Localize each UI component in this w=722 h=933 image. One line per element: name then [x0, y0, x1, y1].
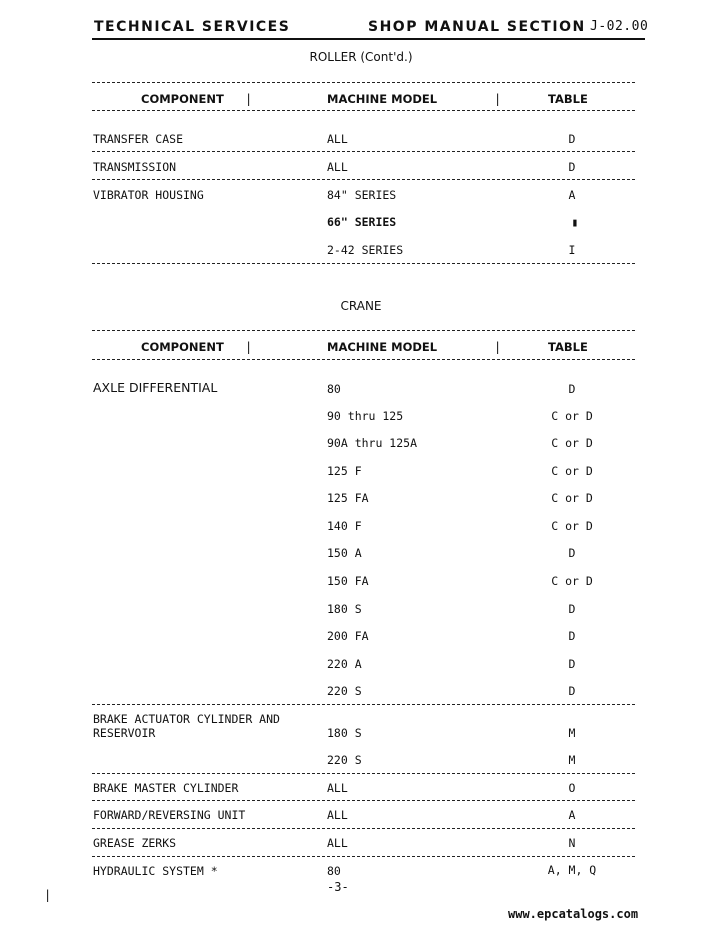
crane-row-component: HYDRAULIC SYSTEM * [93, 864, 218, 878]
crane-row-table: D [568, 629, 576, 643]
roller-row-component: VIBRATOR HOUSING [93, 188, 204, 202]
divider [92, 263, 635, 264]
crane-row-table: D [568, 382, 576, 396]
divider [92, 82, 635, 83]
divider [92, 330, 635, 331]
roller-row-model: ALL [327, 132, 348, 146]
crane-row-model: 80 [327, 382, 341, 396]
crane-row-table: A, M, Q [547, 863, 597, 877]
crane-row-component: RESERVOIR [93, 726, 156, 740]
crane-row-table: C or D [551, 464, 593, 478]
header-right: J-02.00 [590, 19, 649, 34]
crane-row-component: AXLE DIFFERENTIAL [93, 380, 218, 395]
crane-row-table: A [568, 808, 576, 822]
col-separator: | [245, 340, 253, 354]
col-header-model: MACHINE MODEL [327, 340, 438, 354]
crane-row-model: 90A thru 125A [327, 436, 418, 450]
divider [92, 110, 635, 111]
crane-row-model: 200 FA [327, 629, 369, 643]
header-left: TECHNICAL SERVICES [94, 19, 291, 35]
divider [92, 359, 635, 360]
divider [92, 773, 635, 774]
crane-row-table: D [568, 546, 576, 560]
roller-row-table: A [568, 188, 576, 202]
col-header-table: TABLE [548, 92, 588, 106]
crane-row-component: FORWARD/REVERSING UNIT [93, 808, 246, 822]
crane-row-model: 220 A [327, 657, 362, 671]
crane-row-table: D [568, 602, 576, 616]
header-rule [92, 38, 645, 40]
roller-row-model: 2-42 SERIES [327, 243, 404, 257]
col-header-table: TABLE [548, 340, 588, 354]
crane-row-table: C or D [551, 409, 593, 423]
crane-row-model: 90 thru 125 [327, 409, 404, 423]
roller-row-model: 66" SERIES [327, 215, 397, 229]
col-separator: | [494, 340, 502, 354]
header-center: SHOP MANUAL SECTION [368, 19, 586, 35]
roller-row-model: 84" SERIES [327, 188, 397, 202]
roller-row-component: TRANSMISSION [93, 160, 177, 174]
crane-row-table: N [568, 836, 576, 850]
crane-row-model: 180 S [327, 602, 362, 616]
crane-row-model: ALL [327, 836, 348, 850]
crane-row-component: BRAKE ACTUATOR CYLINDER AND [93, 712, 280, 726]
crane-row-table: M [568, 726, 576, 740]
watermark-url: www.epcatalogs.com [508, 907, 639, 921]
crane-row-model: 220 S [327, 684, 362, 698]
col-separator: | [245, 92, 253, 106]
divider [92, 704, 635, 705]
crane-row-table: C or D [551, 436, 593, 450]
crane-row-model: 125 FA [327, 491, 369, 505]
roller-row-table: D [568, 132, 576, 146]
page-number: -3- [327, 880, 349, 894]
crane-row-model: ALL [327, 808, 348, 822]
roller-row-table: ▮ [571, 215, 579, 229]
col-separator: | [494, 92, 502, 106]
roller-row-model: ALL [327, 160, 348, 174]
crane-row-table: C or D [551, 491, 593, 505]
crane-row-model: 220 S [327, 753, 362, 767]
crane-row-model: 125 F [327, 464, 362, 478]
crane-row-model: 140 F [327, 519, 362, 533]
crane-row-model: ALL [327, 781, 348, 795]
divider [92, 828, 635, 829]
crane-row-model: 180 S [327, 726, 362, 740]
roller-row-component: TRANSFER CASE [93, 132, 184, 146]
crane-row-model: 80 [327, 864, 341, 878]
divider [92, 151, 635, 152]
divider [92, 800, 635, 801]
crane-row-table: D [568, 657, 576, 671]
divider [92, 179, 635, 180]
divider [92, 856, 635, 857]
margin-mark: | [44, 888, 52, 902]
roller-row-table: I [568, 243, 576, 257]
crane-row-table: C or D [551, 519, 593, 533]
crane-row-component: BRAKE MASTER CYLINDER [93, 781, 239, 795]
col-header-component: COMPONENT [141, 92, 224, 106]
crane-title: CRANE [340, 299, 382, 313]
roller-row-table: D [568, 160, 576, 174]
crane-row-table: O [568, 781, 576, 795]
col-header-model: MACHINE MODEL [327, 92, 438, 106]
crane-row-model: 150 A [327, 546, 362, 560]
crane-row-table: D [568, 684, 576, 698]
crane-row-table: C or D [551, 574, 593, 588]
col-header-component: COMPONENT [141, 340, 224, 354]
roller-title: ROLLER (Cont'd.) [309, 50, 413, 64]
crane-row-table: M [568, 753, 576, 767]
crane-row-model: 150 FA [327, 574, 369, 588]
crane-row-component: GREASE ZERKS [93, 836, 177, 850]
